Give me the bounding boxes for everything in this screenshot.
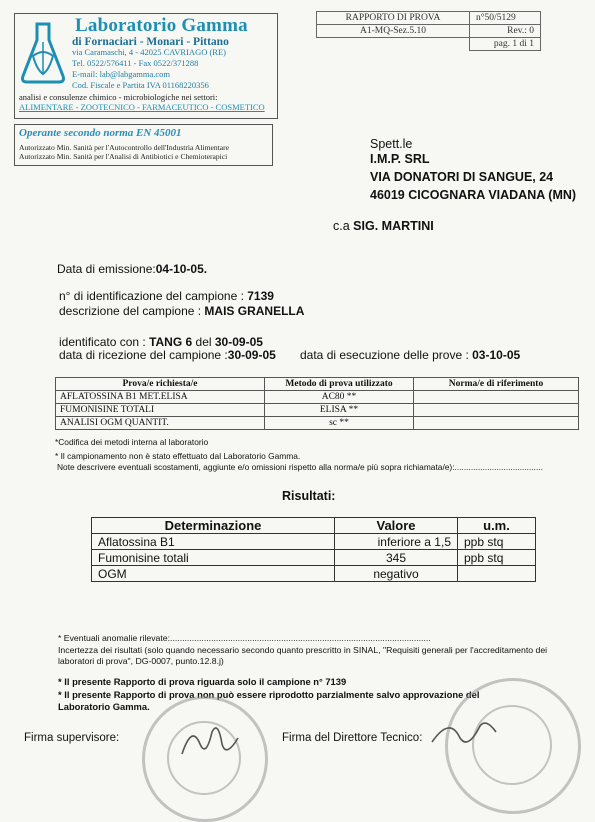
- received-date: 30-09-05: [227, 348, 276, 362]
- issue-date-label: Data di emissione:: [57, 262, 156, 276]
- result-value: 345: [335, 550, 458, 566]
- result-determination: OGM: [92, 566, 335, 582]
- lab-tel: Tel. 0522/576411 - Fax 0522/371288: [72, 58, 199, 68]
- results-title: Risultati:: [282, 489, 336, 503]
- reproduction-note: * Il presente Rapporto di prova non può essere riprodotto parzialmente salvo approvazione del: [58, 689, 480, 700]
- supervisor-signature-icon: [178, 714, 248, 764]
- table-row: [56, 417, 579, 430]
- results-header-unit: u.m.: [458, 518, 536, 534]
- lab-email: E-mail: lab@labgamma.com: [72, 69, 170, 79]
- report-rev: Rev.: 0: [470, 25, 541, 38]
- anomalies-note: * Eventuali anomalie rilevate:............................................................................................................: [58, 633, 431, 643]
- sample-id-label: n° di identificazione del campione :: [59, 289, 248, 303]
- result-determination: Fumonisine totali: [92, 550, 335, 566]
- authorization-line-1: Autorizzato Min. Sanità per l'Autocontrollo dell'Industria Alimentare: [19, 143, 230, 152]
- recipient-name: I.M.P. SRL: [370, 152, 430, 166]
- supervisor-label: Firma supervisore:: [24, 732, 120, 744]
- table-row: [92, 566, 536, 582]
- test-method: AC80 **: [265, 391, 414, 404]
- table-row: [92, 534, 536, 550]
- table-row: [56, 391, 579, 404]
- identified-line: [59, 335, 263, 349]
- supervisor-signature-label: [24, 732, 119, 744]
- test-name: ANALISI OGM QUANTIT.: [56, 417, 265, 430]
- deviations-note: Note descrivere eventuali scostamenti, aggiunte e/o omissioni rispetto alla norma/e più sopra richiamata/e):......................................: [57, 462, 543, 472]
- director-label: Firma del Direttore Tecnico:: [282, 732, 423, 744]
- authorization-line-2: Autorizzato Min. Sanità per l'Analisi di Antibiotici e Chemioterapici: [19, 152, 228, 161]
- result-value: inferiore a 1,5: [335, 534, 458, 550]
- identified-del: del: [192, 335, 215, 349]
- test-method: ELISA **: [265, 404, 414, 417]
- report-code: A1-MQ-Sez.5.10: [317, 25, 470, 38]
- sample-id-value: 7139: [247, 289, 274, 303]
- tests-table: [55, 377, 579, 430]
- test-norm: [414, 417, 579, 430]
- sample-desc-value: MAIS GRANELLA: [204, 304, 305, 318]
- result-unit: ppb stq: [458, 534, 536, 550]
- test-norm: [414, 404, 579, 417]
- attention-name: SIG. MARTINI: [353, 219, 434, 233]
- director-signature-label: [282, 732, 422, 744]
- report-title: RAPPORTO DI PROVA: [317, 12, 470, 25]
- sample-desc-label: descrizione del campione :: [59, 304, 205, 318]
- execution-label: data di esecuzione delle prove :: [300, 348, 473, 362]
- results-header-determination: Determinazione: [92, 518, 335, 534]
- received-label: data di ricezione del campione :: [59, 348, 228, 362]
- uncertainty-note-2: laboratori di prova", DG-0007, punto.12.8.j): [58, 656, 224, 666]
- uncertainty-note-1: Incertezza dei risultati (solo quando necessario secondo quanto prescritto in SINAL, "Requisiti generali per l'accreditamento dei: [58, 645, 548, 655]
- identified-value: TANG 6: [149, 335, 193, 349]
- results-header-value: Valore: [335, 518, 458, 534]
- results-table: [91, 517, 536, 582]
- issue-date-value: 04-10-05.: [155, 262, 208, 276]
- report-header-table: [316, 11, 541, 51]
- flask-logo-icon: [19, 20, 67, 84]
- identified-date: 30-09-05: [214, 335, 263, 349]
- test-method: sc **: [265, 417, 414, 430]
- result-determination: Aflatossina B1: [92, 534, 335, 550]
- execution-line: [300, 348, 520, 362]
- lab-name: Laboratorio Gamma: [75, 15, 248, 36]
- tests-header-norm: Norma/e di riferimento: [414, 378, 579, 391]
- lab-address: via Caramaschi, 4 - 42025 CAVRIAGO (RE): [72, 47, 227, 57]
- table-row: [92, 550, 536, 566]
- method-codes-note: *Codifica dei metodi interna al laboratorio: [55, 437, 209, 447]
- result-value: negativo: [335, 566, 458, 582]
- issue-date-line: [57, 262, 207, 276]
- attention-line: [333, 219, 434, 233]
- tests-header-test: Prova/e richiesta/e: [56, 378, 265, 391]
- identified-label: identificato con :: [59, 335, 150, 349]
- execution-date: 03-10-05: [472, 348, 521, 362]
- lab-founders: di Fornaciari - Monari - Pittano: [72, 36, 229, 48]
- test-name: AFLATOSSINA B1 MET.ELISA: [56, 391, 265, 404]
- test-norm: [414, 391, 579, 404]
- tests-header-method: Metodo di prova utilizzato: [265, 378, 414, 391]
- authorization-title: Operante secondo norma EN 45001: [19, 127, 182, 139]
- table-row: [56, 404, 579, 417]
- lab-analysis: analisi e consulenze chimico - microbiologiche nei settori:: [19, 92, 218, 102]
- result-unit: ppb stq: [458, 550, 536, 566]
- sampling-note: * Il campionamento non è stato effettuato dal Laboratorio Gamma.: [55, 451, 301, 461]
- recipient-city: 46019 CICOGNARA VIADANA (MN): [370, 188, 577, 202]
- test-name: FUMONISINE TOTALI: [56, 404, 265, 417]
- sample-desc-line: [59, 304, 304, 318]
- reproduction-note-2: Laboratorio Gamma.: [58, 701, 150, 712]
- recipient-label: Spett.le: [370, 137, 413, 151]
- recipient-street: VIA DONATORI DI SANGUE, 24: [370, 170, 554, 184]
- lab-sectors: ALIMENTARE - ZOOTECNICO - FARMACEUTICO - COSMETICO: [19, 102, 265, 112]
- director-signature-icon: [430, 712, 500, 752]
- attention-label: c.a: [333, 219, 350, 233]
- result-unit: [458, 566, 536, 582]
- report-page: pag. 1 di 1: [470, 38, 541, 51]
- only-sample-note: * Il presente Rapporto di prova riguarda solo il campione n° 7139: [58, 676, 347, 687]
- lab-tax-code: Cod. Fiscale e Partita IVA 01168220356: [72, 80, 209, 90]
- received-line: [59, 348, 276, 362]
- report-number: n°50/5129: [470, 12, 541, 25]
- sample-id-line: [59, 289, 274, 303]
